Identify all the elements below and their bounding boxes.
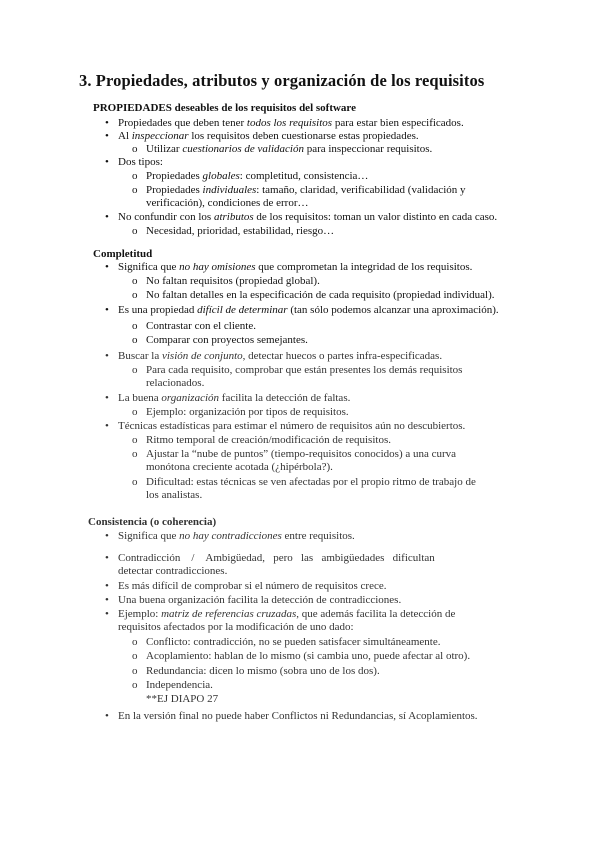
sub-bullet-icon: o (132, 679, 138, 691)
list-item: Técnicas estadísticas para estimar el número de requisitos aún no descubiertos. (118, 420, 466, 432)
list-item: Es una propiedad difícil de determinar (tan sólo podemos alcanzar una aproximación). (118, 304, 499, 316)
sub-bullet-icon: o (132, 289, 138, 301)
list-item: Al inspeccionar los requisitos deben cuestionarse estas propiedades. (118, 130, 419, 142)
bullet-icon: • (105, 117, 109, 129)
sub-bullet-icon: o (132, 143, 138, 155)
list-item: Acoplamiento: hablan de lo mismo (si cambia uno, puede afectar al otro). (146, 650, 471, 662)
list-item: Comparar con proyectos semejantes. (146, 334, 308, 346)
sub-bullet-icon: o (132, 406, 138, 418)
sub-bullet-icon: o (132, 275, 138, 287)
bullet-icon: • (105, 156, 109, 168)
bullet-icon: • (105, 594, 109, 606)
list-item: Ritmo temporal de creación/modificación de requisitos. (146, 434, 391, 446)
list-item: Propiedades individuales: tamaño, claridad, verificabilidad (validación y (146, 184, 466, 196)
bullet-icon: • (105, 130, 109, 142)
sub-bullet-icon: o (132, 665, 138, 677)
continuation-line: relacionados. (146, 377, 205, 389)
list-item: Utilizar cuestionarios de validación para inspeccionar requisitos. (146, 143, 433, 155)
bullet-icon: • (105, 261, 109, 273)
page-title: 3. Propiedades, atributos y organización de los requisitos (79, 71, 485, 90)
list-item: Contrastar con el cliente. (146, 320, 256, 332)
section-heading: PROPIEDADES deseables de los requisitos del software (93, 102, 356, 114)
sub-bullet-icon: o (132, 476, 138, 488)
sub-bullet-icon: o (132, 320, 138, 332)
list-item: Significa que no hay contradicciones entre requisitos. (118, 530, 355, 542)
bullet-icon: • (105, 350, 109, 362)
list-item: Necesidad, prioridad, estabilidad, riesgo… (146, 225, 335, 237)
list-item: Es más difícil de comprobar si el número de requisitos crece. (118, 580, 387, 592)
list-item: Significa que no hay omisiones que comprometan la integridad de los requisitos. (118, 261, 473, 273)
list-item: Dos tipos: (118, 156, 163, 168)
sub-bullet-icon: o (132, 184, 138, 196)
sub-bullet-icon: o (132, 225, 138, 237)
bullet-icon: • (105, 608, 109, 620)
list-item: Ejemplo: matriz de referencias cruzadas, que además facilita la detección de (118, 608, 456, 620)
list-item: Propiedades que deben tener todos los requisitos para estar bien especificados. (118, 117, 464, 129)
list-item: Dificultad: estas técnicas se ven afectadas por el propio ritmo de trabajo de (146, 476, 476, 488)
section-heading: Completitud (93, 248, 153, 260)
list-item: Para cada requisito, comprobar que están presentes los demás requisitos (146, 364, 463, 376)
list-item: No faltan requisitos (propiedad global). (146, 275, 320, 287)
sub-bullet-icon: o (132, 636, 138, 648)
list-item: Una buena organización facilita la detección de contradicciones. (118, 594, 402, 606)
list-item: Contradicción / Ambigüedad, pero las ambigüedades dificultan (118, 552, 435, 564)
continuation-line: detectar contradicciones. (118, 565, 228, 577)
sub-bullet-icon: o (132, 170, 138, 182)
bullet-icon: • (105, 710, 109, 722)
list-item: Redundancia: dicen lo mismo (sobra uno de los dos). (146, 665, 380, 677)
bullet-icon: • (105, 392, 109, 404)
list-item: La buena organización facilita la detección de faltas. (118, 392, 351, 404)
continuation-line: los analistas. (146, 489, 203, 501)
list-item: En la versión final no puede haber Conflictos ni Redundancias, sí Acoplamientos. (118, 710, 478, 722)
sub-bullet-icon: o (132, 434, 138, 446)
sub-bullet-icon: o (132, 334, 138, 346)
continuation-line: verificación), condiciones de error… (146, 197, 309, 209)
sub-bullet-icon: o (132, 650, 138, 662)
list-item: Buscar la visión de conjunto, detectar huecos o partes infra-especificadas. (118, 350, 443, 362)
bullet-icon: • (105, 552, 109, 564)
continuation-line: **EJ DIAPO 27 (146, 693, 219, 705)
list-item: Independencia. (146, 679, 213, 691)
bullet-icon: • (105, 580, 109, 592)
list-item: Ajustar la “nube de puntos” (tiempo-requisitos conocidos) a una curva (146, 448, 457, 460)
list-item: Ejemplo: organización por tipos de requisitos. (146, 406, 349, 418)
section-heading: Consistencia (o coherencia) (88, 516, 217, 528)
bullet-icon: • (105, 420, 109, 432)
list-item: Conflicto: contradicción, no se pueden satisfacer simultáneamente. (146, 636, 441, 648)
sub-bullet-icon: o (132, 448, 138, 460)
continuation-line: monótona creciente acotada (¿hipérbola?). (146, 461, 333, 473)
bullet-icon: • (105, 211, 109, 223)
list-item: No faltan detalles en la especificación de cada requisito (propiedad individual). (146, 289, 495, 301)
bullet-icon: • (105, 530, 109, 542)
bullet-icon: • (105, 304, 109, 316)
continuation-line: requisitos afectados por la modificación de uno dado: (118, 621, 354, 633)
list-item: Propiedades globales: completitud, consistencia… (146, 170, 369, 182)
list-item: No confundir con los atributos de los requisitos: toman un valor distinto en cada caso. (118, 211, 498, 223)
sub-bullet-icon: o (132, 364, 138, 376)
